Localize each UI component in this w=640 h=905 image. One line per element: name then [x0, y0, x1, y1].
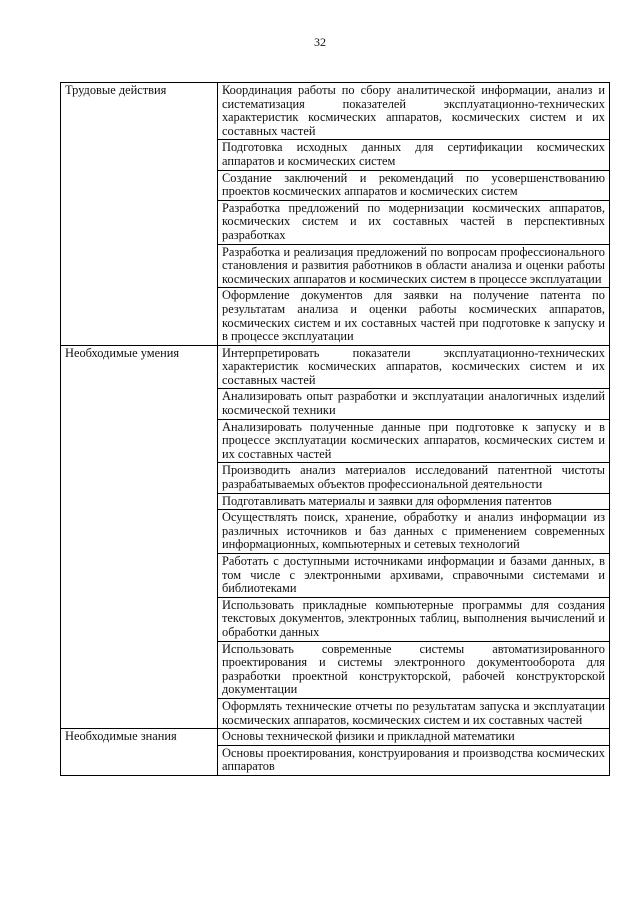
table-cell: Разработка и реализация предложений по вопросам профессионального становления и развития работников в области анализа и оценки работы космических аппаратов и космических систем в процессе эксплуатации [218, 244, 610, 288]
table-cell: Координация работы по сбору аналитической информации, анализ и систематизация показателей эксплуатационно-технических характеристик космических аппаратов, космических систем и их составных частей [218, 83, 610, 140]
table-cell: Осуществлять поиск, хранение, обработку и анализ информации из различных источников и баз данных с применением современных информационных, компьютерных и сетевых технологий [218, 510, 610, 554]
table-cell: Подготовка исходных данных для сертификации космических аппаратов и космических систем [218, 140, 610, 170]
table-cell: Интерпретировать показатели эксплуатационно-технических характеристик космических аппаратов, космических систем и их составных частей [218, 345, 610, 389]
table-cell: Оформлять технические отчеты по результатам запуска и эксплуатации космических аппаратов, космических систем и их составных частей [218, 698, 610, 728]
table-cell: Производить анализ материалов исследований патентной чистоты разрабатываемых объектов профессиональной деятельности [218, 463, 610, 493]
section-label-labor-actions: Трудовые действия [61, 83, 218, 346]
page-number: 32 [314, 35, 326, 49]
table-cell: Анализировать полученные данные при подготовке к запуску и в процессе эксплуатации космических аппаратов, космических систем и их составных частей [218, 419, 610, 463]
table-row [61, 83, 610, 140]
section-label-required-knowledge: Необходимые знания [61, 729, 218, 776]
table-cell: Создание заключений и рекомендаций по усовершенствованию проектов космических аппаратов и космических систем [218, 170, 610, 200]
competency-table [60, 82, 610, 776]
table-row [61, 729, 610, 746]
table-cell: Основы технической физики и прикладной математики [218, 729, 610, 746]
table-cell: Использовать прикладные компьютерные программы для создания текстовых документов, электронных таблиц, выполнения вычислений и обработки данных [218, 597, 610, 641]
table-cell: Использовать современные системы автоматизированного проектирования и системы электронного документооборота для разработки проектной конструкторской, рабочей конструкторской документации [218, 641, 610, 698]
table-row [61, 345, 610, 389]
table-cell: Оформление документов для заявки на получение патента по результатам анализа и оценки работы космических аппаратов, космических систем и их составных частей при подготовке к запуску и в процессе эксплуатации [218, 288, 610, 345]
table-cell: Работать с доступными источниками информации и базами данных, в том числе с электронными архивами, справочными системами и библиотеками [218, 554, 610, 598]
section-label-required-skills: Необходимые умения [61, 345, 218, 728]
table-cell: Основы проектирования, конструирования и производства космических аппаратов [218, 745, 610, 775]
table-cell: Подготавливать материалы и заявки для оформления патентов [218, 493, 610, 510]
table-cell: Анализировать опыт разработки и эксплуатации аналогичных изделий космической техники [218, 389, 610, 419]
table-cell: Разработка предложений по модернизации космических аппаратов, космических систем и их составных частей в перспективных разработках [218, 200, 610, 244]
